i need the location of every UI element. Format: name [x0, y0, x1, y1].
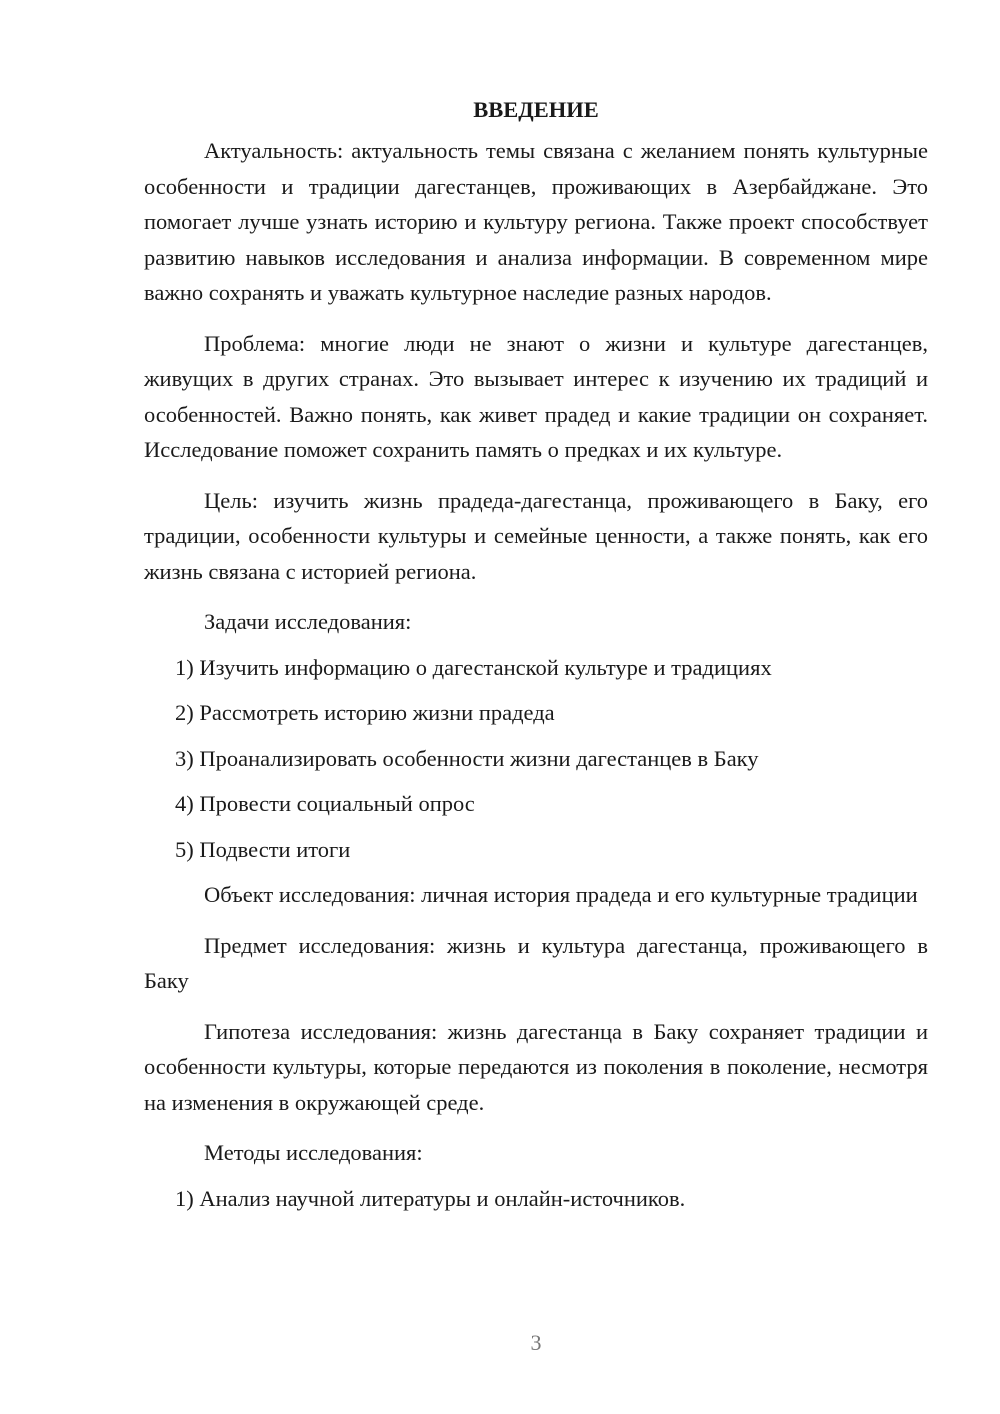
hypothesis-paragraph: Гипотеза исследования: жизнь дагестанца в Баку сохраняет традиции и особенности культуры, которые передаются из поколения в поколение, несмотря на изменения в окружающей среде.: [144, 1018, 928, 1115]
goal-paragraph: Цель: изучить жизнь прадеда-дагестанца, проживающего в Баку, его традиции, особенности культуры и семейные ценности, а также понять, как его жизнь связана с историей региона.: [144, 487, 928, 584]
method-item: 1) Анализ научной литературы и онлайн-источников.: [175, 1185, 686, 1211]
task-item: 4) Провести социальный опрос: [175, 791, 475, 816]
object-paragraph: Объект исследования: личная история прадеда и его культурные традиции: [204, 882, 918, 907]
task-item: 5) Подвести итоги: [175, 836, 351, 862]
task-item: 1) Изучить информацию о дагестанской культуре и традициях: [175, 654, 772, 680]
subject-paragraph: Предмет исследования: жизнь и культура дагестанца, проживающего в Баку: [144, 932, 928, 993]
methods-heading: Методы исследования:: [204, 1140, 423, 1165]
page-number: 3: [530, 1330, 542, 1355]
section-title: ВВЕДЕНИЕ: [473, 97, 599, 122]
page-content: [144, 92, 928, 1226]
problem-paragraph: Проблема: многие люди не знают о жизни и культуре дагестанцев, живущих в других странах. Это вызывает интерес к изучению их традиций и особенностей. Важно понять, как живет прадед и какие традиции он сохраняет. Исследование поможет сохранить память о предках и их культуре.: [144, 330, 928, 462]
tasks-heading: Задачи исследования:: [204, 609, 412, 634]
relevance-paragraph: Актуальность: актуальность темы связана с желанием понять культурные особенности и традиции дагестанцев, проживающих в Азербайджане. Это помогает лучше узнать историю и культуру региона. Также проект способствует развитию навыков исследования и анализа информации. В современном мире важно сохранять и уважать культурное наследие разных народов.: [144, 138, 928, 305]
task-item: 3) Проанализировать особенности жизни дагестанцев в Баку: [175, 745, 759, 771]
task-item: 2) Рассмотреть историю жизни прадеда: [175, 700, 555, 725]
